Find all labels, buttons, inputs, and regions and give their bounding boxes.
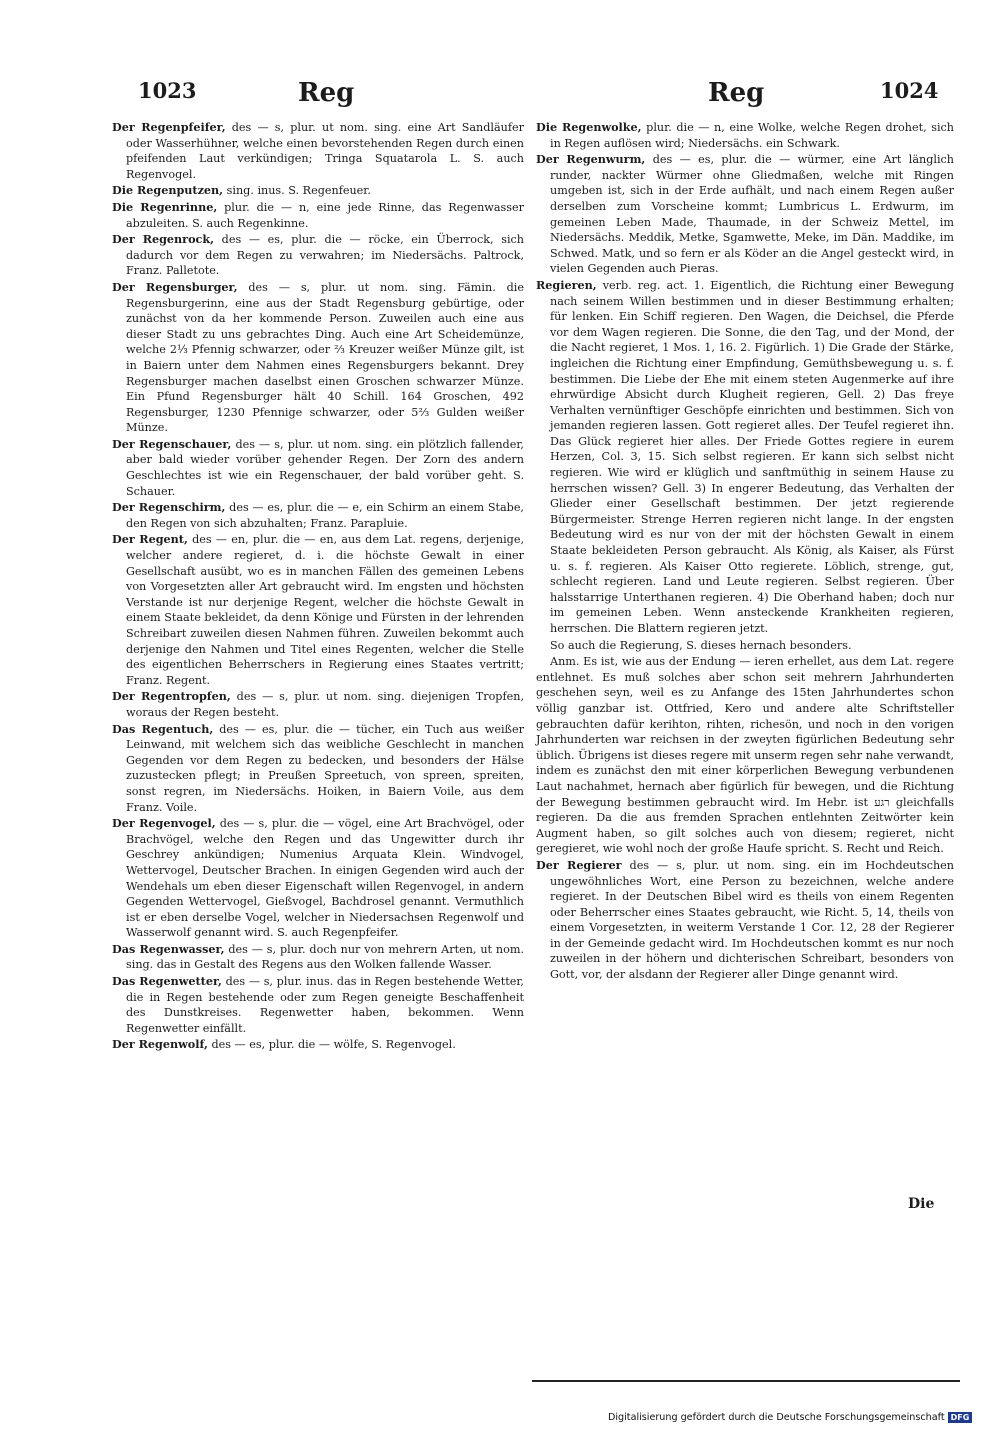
- dictionary-entry: [112, 689, 524, 720]
- page-number-left: 1023: [138, 78, 197, 103]
- dictionary-entry: [112, 232, 524, 279]
- entry-headword: Die Regenwolke,: [536, 120, 642, 134]
- entry-headword: Der Regentropfen,: [112, 689, 231, 704]
- running-head-left: Reg: [298, 78, 355, 108]
- entry-headword: Das Regenwasser,: [112, 941, 225, 956]
- entry-text: des — es, plur. die — würmer, eine Art länglich runder, nackter Würmer ohne Gliedmaßen, welche mit Ringen umgeben ist, sich in der Erde aufhält, und nach einem Regen außer derselben zum Vorscheine kommt; Lumbricus L. Erdwurm, im gemeinen Leben Made, Thaumade, in der Schweiz Mettel, im Niedersächs. Meddik, Metke, Sgamwette, Meke, im Dän. Maddike, im Schwed. Matk, und so fern er als Köder an die Angel gesteckt wird, in vielen Gegenden auch Pieras.: [550, 153, 954, 276]
- entry-headword: Der Regenschauer,: [112, 436, 232, 451]
- bottom-rule: [532, 1380, 960, 1382]
- entry-headword: Regieren,: [536, 277, 597, 292]
- dictionary-entry: [536, 120, 954, 151]
- dictionary-entry: [536, 152, 954, 277]
- entry-text: des — s, plur. inus. das in Regen bestehende Wetter, die in Regen bestehende oder zum Regen geneigte Beschaffenheit des Dunstkreises. Regenwetter haben, bekommen. Wenn Regenwetter einfällt.: [126, 975, 524, 1035]
- dictionary-entry: [112, 532, 524, 688]
- entry-text: des — es, plur. die — tücher, ein Tuch aus weißer Leinwand, mit welchem sich das weibliche Geschlecht in manchen Gegenden vor dem Regen zu bedecken, und besonders der Hälse zuzustecken pflegt; in Preußen Spreetuch, von spreen, spreiten, sonst regren, im Niedersächs. Hoiken, in Baiern Voile, aus dem Franz. Voile.: [126, 722, 524, 814]
- right-column: [536, 120, 954, 984]
- entry-text: Anm. Es ist, wie aus der Endung — ieren erhellet, aus dem Lat. regere entlehnet. Es muß solches aber schon seit mehrern Jahrhunderten geschehen seyn, weil es zu Anfange des 15ten Jahrhundertes schon völlig ganzbar ist. Ottfried, Kero und andere alte Schriftsteller gebrauchten dafür kerihton, rihten, richesön, und noch in den vorigen Jahrhunderten war reichsen in der zweyten figürlichen Bedeutung sehr üblich. Übrigens ist dieses regere mit unserm regen sehr nahe verwandt, indem es zunächst den mit einer körperlichen Bewegung verbundenen Laut nachahmet, hernach aber figürlich für bewegen, und die Richtung der Bewegung bestimmen gebraucht wird. Im Hebr. ist רגע gleichfalls regieren. Da die aus fremden Sprachen entlehnten Zeitwörter kein Augment haben, so gilt solches auch von diesem; regieret, nicht geregieret, wie wohl noch der große Haufe spricht. S. Recht und Reich.: [536, 655, 954, 856]
- entry-headword: Der Regenrock,: [112, 232, 215, 247]
- dictionary-entry: [112, 500, 524, 531]
- dictionary-entry: [112, 942, 524, 973]
- entry-headword: Der Regent,: [112, 532, 188, 547]
- entry-headword: Der Regenschirm,: [112, 500, 226, 515]
- entry-headword: Der Regierer: [536, 857, 622, 872]
- dictionary-entry: [536, 654, 954, 857]
- entry-text: des — en, plur. die — en, aus dem Lat. regens, derjenige, welcher andere regieret, d. i. die höchste Gewalt in einer Gesellschaft ausübt, wo es in manchen Fällen des gemeinen Lebens von Vorgesetzten aller Art gebraucht wird. Im engsten und höchsten Verstande ist nur derjenige Regent, welcher die höchste Gewalt in einem Staate bekleidet, da denn Könige und Fürsten in der lehrenden Schreibart zuweilen diesen Nahmen führen. Zuweilen bekommt auch derjenige den Nahmen und Titel eines Regenten, welcher die Stelle des eigentlichen Beherrschers in Regierung eines Staates vertritt; Franz. Regent.: [126, 533, 524, 687]
- entry-text: des — s, plur. ut nom. sing. diejenigen Tropfen, woraus der Regen besteht.: [126, 690, 524, 719]
- dictionary-entry: [112, 722, 524, 816]
- entry-text: des — s, plur. ut nom. sing. eine Art Sandläufer oder Wasserhühner, welche einen bevorstehenden Regen durch einen pfeifenden Laut verkündigen; Tringa Squatarola L. S. auch Regenvogel.: [126, 121, 524, 181]
- dictionary-entry: [536, 638, 954, 654]
- entry-headword: Der Regensburger,: [112, 279, 238, 294]
- dfg-logo: DFG: [948, 1412, 973, 1423]
- dictionary-entry: [112, 974, 524, 1036]
- entry-text: des — es, plur. die — e, ein Schirm an einem Stabe, den Regen von sich abzuhalten; Franz. Parapluie.: [126, 501, 524, 530]
- entry-headword: Die Regenrinne,: [112, 199, 218, 214]
- dictionary-entry: [112, 200, 524, 231]
- entry-headword: Der Regenpfeifer,: [112, 120, 226, 134]
- dictionary-entry: [536, 858, 954, 983]
- entry-text: des — s, plur. die — vögel, eine Art Brachvögel, oder Brachvögel, welche den Regen und das Ungewitter durch ihr Geschrey ankündigen; Numenius Arquata Klein. Windvogel, Wettervogel, Deutscher Brachen. In einigen Gegenden wird auch der Wendehals um eben dieser Eigenschaft willen Regenvogel, in andern Gegenden Wettervogel, Gießvogel, Bachdrosel genannt. Vermuthlich ist er eben derselbe Vogel, welcher in Niedersachsen Regenwolf und Wasserwolf genannt wird. S. auch Regenpfeifer.: [126, 817, 524, 940]
- dictionary-entry: [112, 120, 524, 182]
- dictionary-entry: [112, 816, 524, 941]
- entry-text: des — es, plur. die — röcke, ein Überrock, sich dadurch vor dem Regen zu verwahren; im Niedersächs. Paltrock, Franz. Palletote.: [126, 233, 525, 278]
- digitization-footer: [608, 1412, 972, 1423]
- entry-text: verb. reg. act. 1. Eigentlich, die Richtung einer Bewegung nach seinem Willen bestimmen und in dieser Bestimmung erhalten; für lenken. Ein Schiff regieren. Den Wagen, die Deichsel, die Pferde vor dem Wagen regieren. Die Sonne, die den Tag, und der Mond, der die Nacht regieret, 1 Mos. 1, 16. 2. Figürlich. 1) Die Grade der Stärke, ingleichen die Richtung einer Empfindung, Gemüthsbewegung u. s. f. bestimmen. Die Liebe der Ehe mit einem steten Augenmerke auf ihre ehrwürdige Absicht durch Klugheit regieren, Gell. 2) Das freye Verhalten vernünftiger Geschöpfe einrichten und bestimmen. Sich von jemanden regieren lassen. Gott regieret alles. Der Teufel regieret ihn. Das Glück regieret hier alles. Der Friede Gottes regiere in eurem Herzen, Col. 3, 15. Sich selbst regieren. Er kann sich selbst nicht regieren. Wie wird er klüglich und sanftmüthig in seinem Hause zu herrschen wissen? Gell. 3) In engerer Bedeutung, das Verhalten der Glieder einer Gesellschaft bestimmen. Der jetzt regierende Bürgermeister. Strenge Herren regieren nicht lange. In der engsten Bedeutung wird es nur von der mit der höchsten Gewalt in einem Staate bekleideten Person gebraucht. Als König, als Kaiser, als Fürst u. s. f. regieren. Als Kaiser Otto regierete. Löblich, strenge, gut, schlecht regieren. Land und Leute regieren. Selbst regieren. Über halsstarrige Unterthanen regieren. 4) Die Oberhand haben; doch nur im gemeinen Leben. Wenn ansteckende Krankheiten regieren, herrschen. Die Blattern regieren jetzt.: [550, 278, 954, 635]
- dictionary-entry: [112, 183, 524, 199]
- entry-text: sing. inus. S. Regenfeuer.: [226, 184, 371, 198]
- page-number-right: 1024: [880, 78, 939, 103]
- entry-headword: Der Regenwurm,: [536, 152, 646, 167]
- entry-headword: Der Regenvogel,: [112, 816, 216, 831]
- catchword: Die: [908, 1196, 935, 1212]
- entry-text: plur. die — n, eine Wolke, welche Regen drohet, sich in Regen auflösen wird; Niedersächs. ein Schwark.: [550, 121, 955, 150]
- entry-text: des — s, plur. ut nom. sing. ein plötzlich fallender, aber bald wieder vorüber gehender Regen. Der Zorn des andern Geschlechtes ist wie ein Regenschauer, der bald vorüber geht. S. Schauer.: [126, 437, 524, 498]
- dictionary-entry: [112, 280, 524, 436]
- entry-headword: Der Regenwolf,: [112, 1037, 208, 1052]
- entry-headword: Die Regenputzen,: [112, 183, 224, 198]
- entry-text: des — s, plur. ut nom. sing. ein im Hochdeutschen ungewöhnliches Wort, eine Person zu bezeichnen, welche andere regieret. In der Deutschen Bibel wird es theils von einem Regenten oder Beherrscher eines Staates gebraucht, wie Richt. 5, 14, theils von einem Vorgesetzten, in weiterm Verstande 1 Cor. 12, 28 der Regierer in der Gemeinde gedacht wird. Im Hochdeutschen kommt es nur noch zuweilen in der höhern und dichterischen Schreibart, besonders von Gott, vor, der alsdann der Regierer aller Dinge genannt wird.: [550, 858, 955, 982]
- entry-text: plur. die — n, eine jede Rinne, das Regenwasser abzuleiten. S. auch Regenkinne.: [126, 200, 524, 230]
- running-head-right: Reg: [708, 78, 765, 108]
- dictionary-entry: [536, 278, 954, 637]
- entry-headword: Das Regentuch,: [112, 721, 214, 736]
- entry-text: des — s, plur. doch nur von mehrern Arten, ut nom. sing. das in Gestalt des Regens aus den Wolken fallende Wasser.: [126, 942, 525, 972]
- left-column: [112, 120, 524, 1054]
- dictionary-entry: [112, 437, 524, 499]
- entry-text: des — es, plur. die — wölfe, S. Regenvogel.: [211, 1038, 456, 1052]
- entry-headword: Das Regenwetter,: [112, 974, 222, 989]
- entry-text: So auch die Regierung, S. dieses hernach besonders.: [550, 638, 852, 652]
- footer-text: Digitalisierung gefördert durch die Deutsche Forschungsgemeinschaft: [608, 1412, 945, 1423]
- entry-text: des — s, plur. ut nom. sing. Fämin. die Regensburgerinn, eine aus der Stadt Regensburg gebürtige, oder zunächst von da her kommende Person. Zuweilen auch eine aus dieser Stadt zu uns gebrachtes Ding. Auch eine Art Scheidemünze, welche 2⅓ Pfennig schwarzer, oder ⅔ Kreuzer weißer Münze gilt, ist in Baiern unter dem Nahmen eines Regensburgers bekannt. Drey Regensburger machen daselbst einen Groschen schwarzer Münze. Ein Pfund Regensburger hält 40 Schill. 164 Groschen, 492 Regensburger, 1230 Pfennige schwarzer, oder 5⅔ Gulden weißer Münze.: [126, 280, 524, 435]
- dictionary-entry: [112, 1037, 524, 1053]
